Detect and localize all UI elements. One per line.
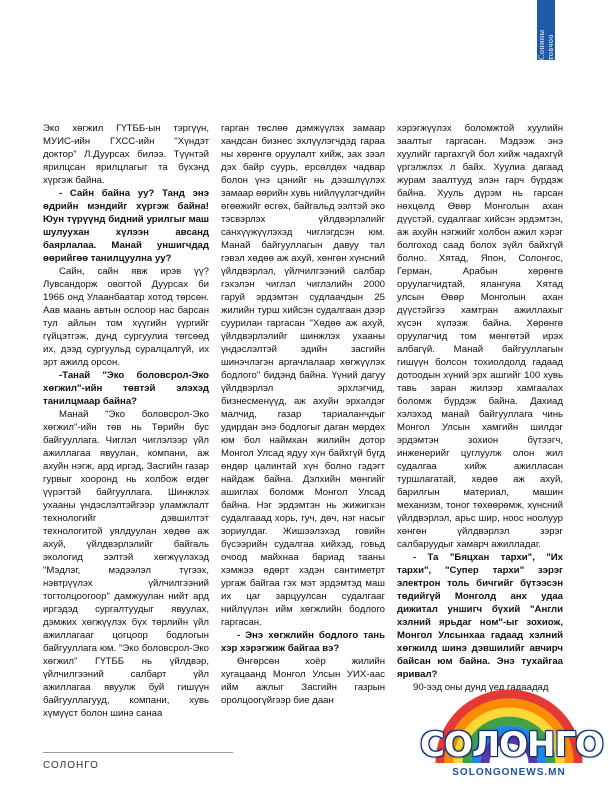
article-paragraph: 90-ээд оны дунд үед гадаадад [413, 682, 549, 693]
interview-question: -Танай "Эко боловсрол-Эко хөгжил"-ийн төвтэй элэхэд танилцмаар байна? [43, 370, 209, 407]
logo-url: SOLONGONEWS.MN [452, 767, 566, 778]
interview-question: - Та "Бяцхан тархи", "Их тархи", "Супер тархи" зэрэг электрон толь бичгийг бүтээсэн төдийгүй Монголд анх удаа дижитал уншигч бүхий "Англи хэлний ярьдаг ном"-ыг зохиож, Монгол Улсынхаа гадаад хэлний хөгжилд шинэ дэвшилийг авчирч байсан юм байна. Энэ тухайгаа яривал? [397, 552, 563, 680]
logo-wordmark: СОЛОНГО [420, 725, 604, 765]
footer-publication-name: СОЛОНГО [43, 760, 99, 771]
solongo-logo [420, 655, 604, 793]
article-paragraph: Өнгөрсөн хоёр жилийн хугацаанд Монгол Улсын УИХ-аас ийм ажлыг Засгийн газрын оролцоогүйгээр бие даан [221, 656, 385, 706]
section-tab [537, 0, 555, 60]
interview-question: - Сайн байна уу? Танд энэ өдрийн мэндийг хүргэж байна! Юун түрүүнд бидний урилгыг маш шулуухан хүлээн авсанд баярлалаа. Манай уншигчдад өөрийгөө танилцуулна уу? [43, 188, 209, 264]
article-column-3 [397, 122, 563, 694]
article-paragraph: Манай "Эко боловсрол-Эко хөгжил"-ийн төв нь Төрийн бус байгууллага. Чиглэл чиглэлээр үйл ажиллагаа явуулан, компани, аж ахуйн нэгж, ард иргэд, Засгийн газар гурвыг хооронд нь холбож өгдөг үүрэгтэй байгууллага. Шинжлэх ухааны үндэслэлтэйгээр уламжлалт технологийг дэвшилтэт технологитой уялдуулан хөдөө аж ахуй, үйлдвэрлэлийг байгаль экологид ээлтэй хөгжүүлэхэд "Мэдлэг, мэдээлэл түгээх, нэвтрүүлэх үйлчилгээний тогтолцоогоор" дамжуулан нийт ард иргэдэд сургалтуудыг явуулах, дэмжих хөгжүүлэх бүх төрлийн үйл ажиллагааг цогцоор бодлогын байгууллага юм. "Эко боловсрол-Эко хөгжил" ГҮТББ нь үйлдвэр, үйлчилгээний салбарт үйл ажиллагаа явуулж буй гишүүн байгууллагууд, компани, хувь хүмүүст болон шинэ санаа [43, 409, 209, 719]
interview-question: - Энэ хөгжлийн бодлого тань хэр хэрэгжиж байгаа вэ? [221, 630, 385, 654]
article-paragraph: гарган төслөө дэмжүүлэх замаар хандсан бизнес эхлүүлэгчдэд гараа ны хөрөнгө оруулалт хийж, зах зээл дэх байр суурь, ерсөлдөх чадвар болон үнэ цэнийг нь дээшлүүлэх замаар өөрийн хувь нийлүүлэгчдийн өгөөжийг өсгөх, байгальд ээлтэй эко тэсвэрлэх үйлдвэрлэлийг санхүүжүүлэхэд чиглэгдсэн юм. Манай байгууллагын давуу тал гэвэл хөдөө аж ахуй, хөнгөн хүнсний үйлдвэрлэл, үйлчилгээний салбар гэхэлэн чиглэл чиглэлийн 2000 гаруй эрдэмтэн судлаачдын 25 жилийн турш хийсэн судалгаан дээр суурилан гаргасан "Хөдөө аж ахуй, үйлдвэрлэлийг шинжлэх ухааны үндэслэлтэй эдийн засгийн шинэчлэгэн аргачлалаар хөгжүүлэх бодлого" бидэнд байна. Үүний дагуу үйлдвэрлэл эрхлэгчид, бизнесменүүд, аж ахуйн эрхэлдэг малчид, газар тариаланчдыг удирдан энэ бодлогыг даган мөрдөх юм бол наймхан жилийн дотор Монгол Улсад ядуу хүн байхгүй бүгд өндөр цалинтай хүн болно гэдэгт найдаж байна. Дэлхийн мөнгийг ашиглах боломж Монгол Улсад байна. Нэг эрдэмтэн нь жижигхэн судалгааад хорь, гуч, дөч, нэг насыг зориулдаг. Жишээлэхэд говийн бүсээрийн судалгаа хийхэд, говьд очоод майхнаа бариад тааны хэмжээ өдөрт хэдэн сантиметрт ургаж байгаа гэх мэт эрдэмтэд маш их цаг зарцуулсан судалгааг нийлүүлэн ийм хөгжлийн бодлого гаргасан. [221, 123, 385, 628]
article-column-2 [221, 122, 385, 707]
footer-divider [43, 752, 233, 753]
article-paragraph: Сайн, сайн явж ирэв үү? Лувсандорж овогтой Дуурсах би 1966 онд Улаанбаатар хотод төрсөн. Аав маань автын ослоор нас барсан тул айлын том хүүгийн үүргийг гүйцэтгэж, дунд сургуулиа төгсөөд их, дээд сургуульд суралцалгүй, их эрт ажилд орсон. [43, 266, 209, 368]
article-column-1 [43, 122, 209, 720]
section-tab-label: Сонины товчоо [537, 29, 555, 60]
article-paragraph: хэрэгжүүлэх боломжтой хуулийн заалтыг гаргасан. Мэдээж энэ хуулийг гаргахгүй бол хийж чадахгүй үргэлжлэх л байх. Хуулиа дагаад журам заалтууд элэн гарч бүрдэж байна. Хууль дүрэм нь гарсан нөхцөлд Өвөр Монголын ахан дүүстэй, судалгааг хийсэн эрдэмтэн, аж ахуйн нэгжийг холбон ажил хэрэг болгоход саад болох зүйл байхгүй болно. Хятад, Япон, Солонгос, Герман, Арабын хөрөнгө оруулагчидтай, ялангуяа Хятад улсын Өвөр Монголын ахан дүүстэйгээ хамтран ажиллахыг хүсэн хүлээж байна. Хөрөнгө оруулагчид том мөнгөтэй ирэх албагүй. Манай байгууллагын гишүүн болсон тохиолдолд гадаад дотоодын хүний эрх ашгийг 100 хувь тавь заран жилээр хамгаалах боломж бүрдэж байна. Дахиад хэлэхэд манай байгууллага чинь Монгол Улсын хамгийн шилдэг эрдэмтэн зохион бүтээгч, инженерийг цуглуулж олон жил судалгаа хийж ажилласан туршлагатай, хөдөө аж ахуй, барилгын материал, машин механизм, тоног төхөөрөмж, хүнсний үйлдвэрлэл, арьс шир, ноос ноолуур хөнгөн үйлдвэрлэл зэрэг салбаруудыг хамарч ажилладаг. [397, 123, 563, 550]
article-paragraph: Эко хөгжил ГҮТББ-ын тэргүүн, МУИС-ийн ГХСС-ийн "Хүндэт доктор" Л.Дуурсах билээ. Түүнтэй ярилцсан ярилцлагыг та бүхэнд хүргэж байна. [43, 123, 209, 186]
